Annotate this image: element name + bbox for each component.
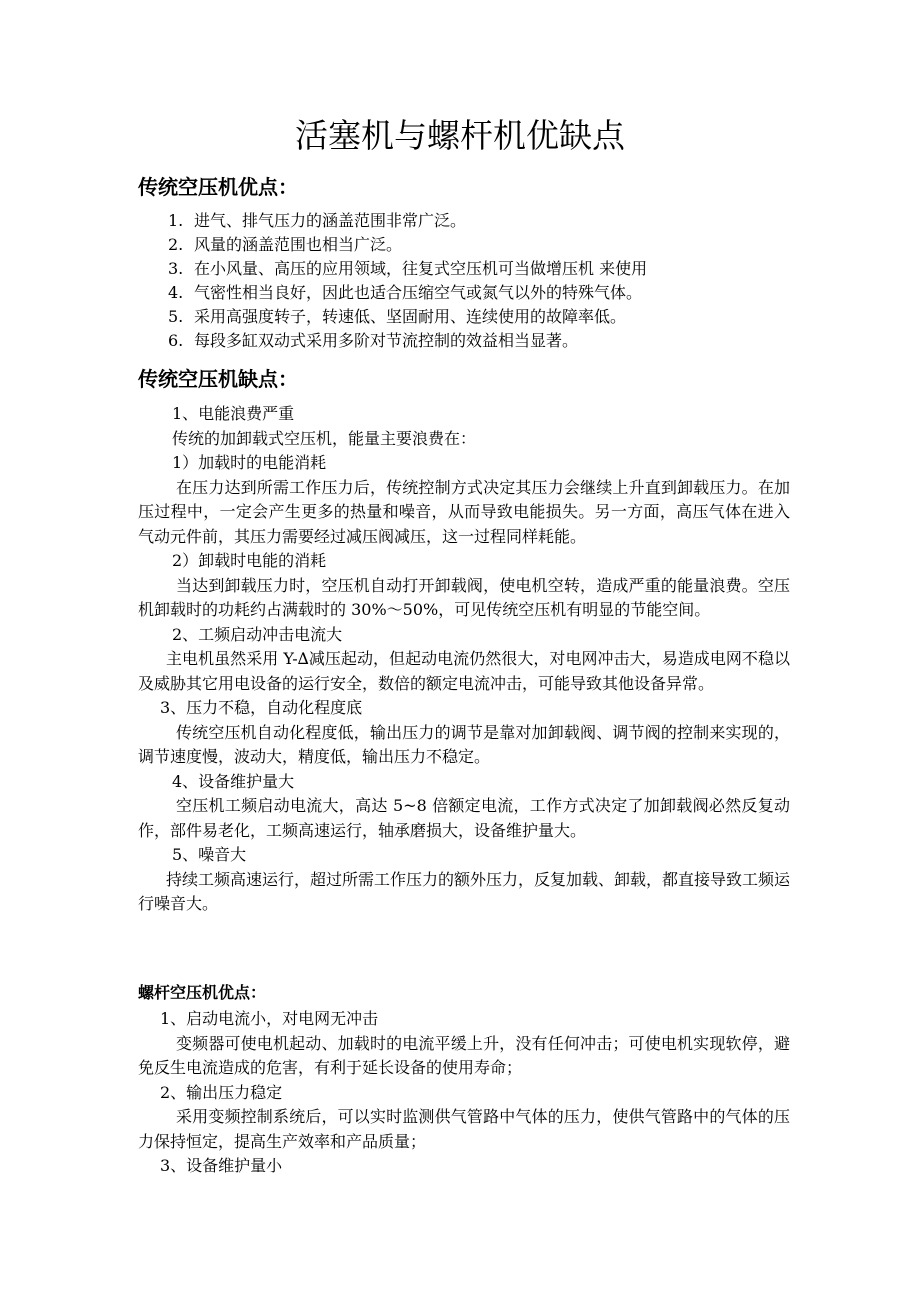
advantages-heading: 传统空压机优点： [138, 175, 298, 199]
subheading: 3、压力不稳，自动化程度底 [160, 698, 363, 717]
list-item-number: 2. [168, 235, 184, 254]
advantages-list [168, 209, 808, 353]
subheading: 2）卸载时电能的消耗 [172, 551, 327, 570]
subheading: 1、电能浪费严重 [172, 404, 295, 423]
list-item-text: 进气、排气压力的涵盖范围非常广泛。 [194, 211, 467, 230]
list-item-number: 5. [168, 307, 184, 326]
subheading: 1、启动电流小，对电网无冲击 [160, 1009, 379, 1028]
document-title: 活塞机与螺杆机优缺点 [295, 116, 625, 155]
paragraph: 传统的加卸载式空压机，能量主要浪费在： [172, 428, 477, 448]
list-item [168, 257, 808, 281]
list-item [168, 329, 808, 353]
list-item-number: 4. [168, 283, 184, 302]
paragraph: 主电机虽然采用 Y-∆减压起动，但起动电流仍然很大，对电网冲击大，易造成电网不稳以及威胁其它用电设备的运行安全，数倍的额定电流冲击，可能导致其他设备异常。 [138, 649, 790, 693]
paragraph: 空压机工频启动电流大，高达 5~8 倍额定电流，工作方式决定了加卸载阀必然反复动作，部件易老化，工频高速运行，轴承磨损大，设备维护量大。 [138, 796, 790, 840]
list-item-text: 每段多缸双动式采用多阶对节流控制的效益相当显著。 [194, 331, 579, 350]
subheading: 3、设备维护量小 [160, 1156, 283, 1175]
list-item [168, 209, 808, 233]
subheading: 4、设备维护量大 [172, 771, 295, 791]
list-item-text: 在小风量、高压的应用领域，往复式空压机可当做增压机 来使用 [194, 259, 648, 278]
list-item [168, 281, 808, 305]
subheading: 5、噪音大 [172, 845, 247, 864]
list-item-number: 6. [168, 331, 184, 350]
list-item [168, 233, 808, 257]
subheading: 2、工频启动冲击电流大 [172, 624, 343, 644]
subheading: 2、输出压力稳定 [160, 1082, 283, 1102]
list-item-text: 采用高强度转子，转速低、坚固耐用、连续使用的故障率低。 [194, 307, 627, 326]
paragraph: 持续工频高速运行，超过所需工作压力的额外压力，反复加载、卸载，都直接导致工频运行噪音大。 [138, 869, 791, 913]
disadvantages-heading: 传统空压机缺点： [138, 367, 298, 391]
screw-advantages-heading: 螺杆空压机优点： [138, 983, 267, 1002]
paragraph: 变频器可使电机起动、加载时的电流平缓上升，没有任何冲击；可使电机实现软停，避免反生电流造成的危害，有利于延长设备的使用寿命； [138, 1033, 790, 1077]
subheading: 1）加载时的电能消耗 [172, 453, 327, 472]
paragraph: 当达到卸载压力时，空压机自动打开卸载阀，使电机空转，造成严重的能量浪费。空压机卸载时的功耗约占满载时的 30%～50%，可见传统空压机有明显的节能空间。 [138, 575, 790, 619]
list-item-text: 风量的涵盖范围也相当广泛。 [194, 235, 403, 254]
disadvantages-body [138, 402, 790, 917]
screw-advantages-body [138, 1007, 790, 1179]
list-item [168, 305, 808, 329]
paragraph: 在压力达到所需工作压力后，传统控制方式决定其压力会继续上升直到卸载压力。在加压过程中，一定会产生更多的热量和噪音，从而导致电能损失。另一方面，高压气体在进入气动元件前，其压力需要经过减压阀减压，这一过程同样耗能。 [138, 477, 790, 546]
paragraph: 采用变频控制系统后，可以实时监测供气管路中气体的压力，使供气管路中的气体的压力保持恒定，提高生产效率和产品质量； [138, 1107, 790, 1151]
list-item-number: 1. [168, 211, 184, 230]
paragraph: 传统空压机自动化程度低，输出压力的调节是靠对加卸载阀、调节阀的控制来实现的，调节速度慢，波动大，精度低，输出压力不稳定。 [138, 722, 790, 766]
list-item-text: 气密性相当良好，因此也适合压缩空气或氮气以外的特殊气体。 [194, 283, 643, 302]
list-item-number: 3. [168, 259, 184, 278]
